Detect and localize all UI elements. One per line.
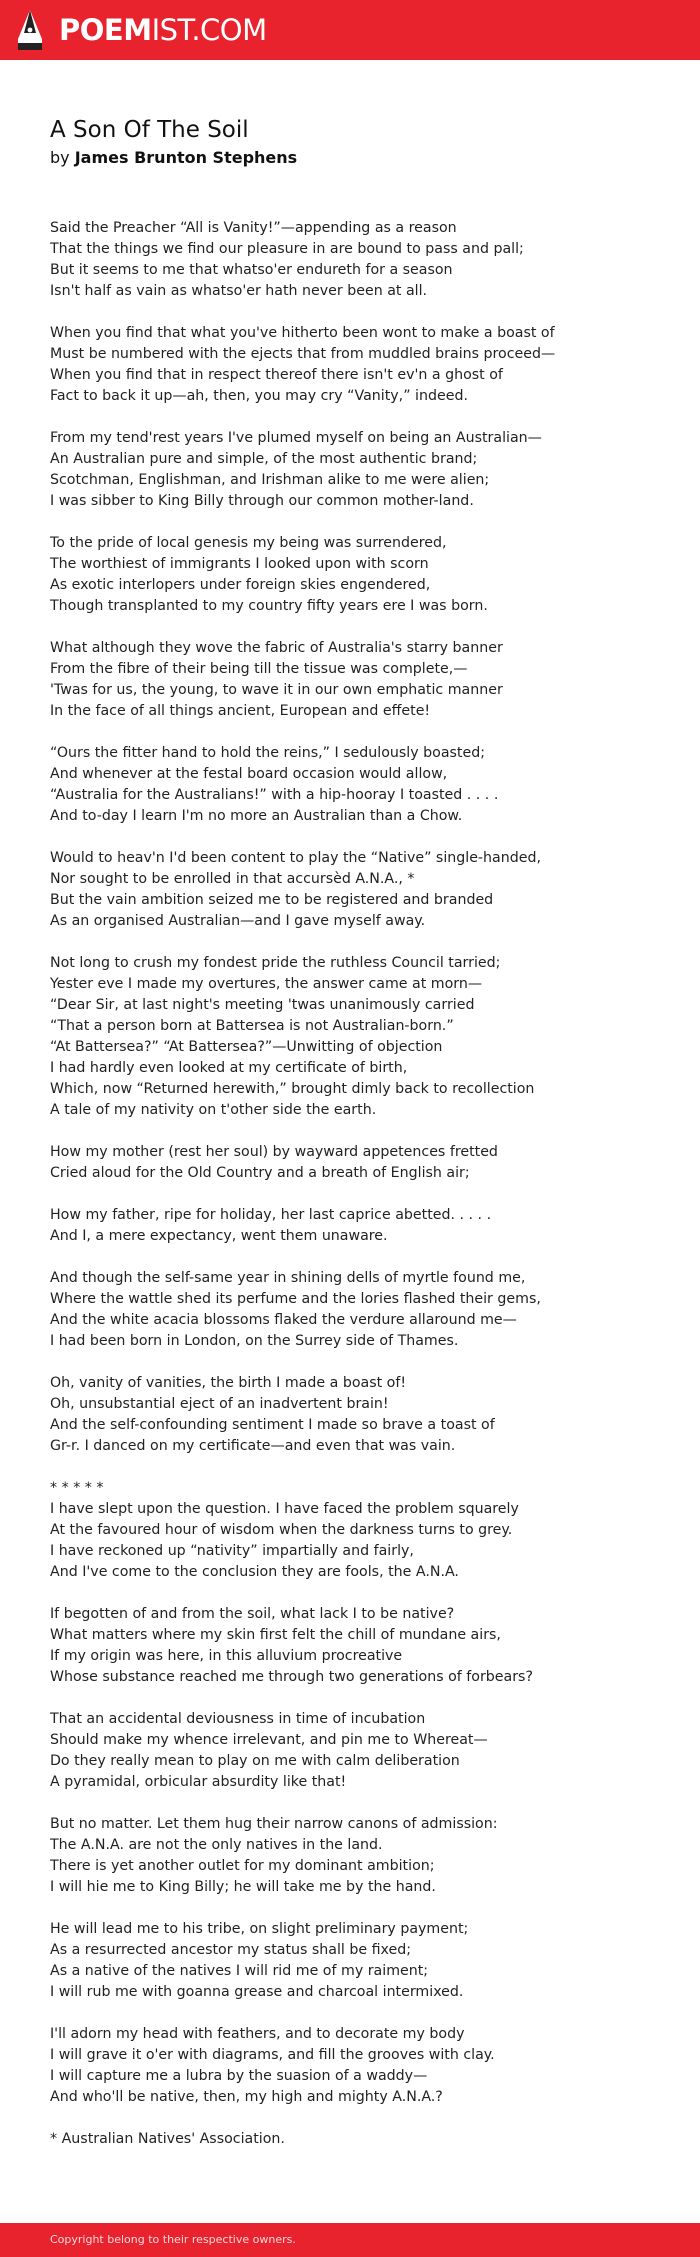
poem-line: As a resurrected ancestor my status shall be fixed; [50, 1942, 412, 1958]
poem-line: Where the wattle shed its perfume and the lories flashed their gems, [50, 1291, 541, 1307]
poem-line: There is yet another outlet for my dominant ambition; [50, 1858, 435, 1874]
poem-line: I had been born in London, on the Surrey side of Thames. [50, 1333, 459, 1349]
author-link[interactable]: James Brunton Stephens [74, 148, 298, 167]
logo-bold-text: POEM [59, 13, 152, 47]
poem-line: And whenever at the festal board occasion would allow, [50, 766, 448, 782]
poem-line: At the favoured hour of wisdom when the darkness turns to grey. [50, 1522, 513, 1538]
stanza [50, 1268, 670, 1352]
poem-line: From my tend'rest years I've plumed myself on being an Australian— [50, 430, 542, 446]
poem-line: * Australian Natives' Association. [50, 2131, 285, 2147]
stanza [50, 1814, 670, 1898]
poem-title: A Son Of The Soil [50, 117, 249, 143]
poem-line: How my father, ripe for holiday, her last caprice abetted. . . . . [50, 1207, 492, 1223]
poem-line: What matters where my skin first felt the chill of mundane airs, [50, 1627, 501, 1643]
stanza [50, 2129, 670, 2150]
poem-line: Would to heav'n I'd been content to play the “Native” single-handed, [50, 850, 541, 866]
poem-line: How my mother (rest her soul) by wayward appetences fretted [50, 1144, 498, 1160]
copyright-notice: Copyright belong to their respective owners. [50, 2233, 296, 2246]
poem-line: I'll adorn my head with feathers, and to decorate my body [50, 2026, 465, 2042]
stanza [50, 1709, 670, 1793]
poem-line: “Ours the fitter hand to hold the reins,” I sedulously boasted; [50, 745, 485, 761]
byline [50, 148, 297, 168]
poem-line: Should make my whence irrelevant, and pin me to Whereat— [50, 1732, 488, 1748]
poem-line: “That a person born at Battersea is not Australian-born.” [50, 1018, 454, 1034]
poem-line: If my origin was here, in this alluvium procreative [50, 1648, 403, 1664]
poem-line: I will grave it o'er with diagrams, and fill the grooves with clay. [50, 2047, 495, 2063]
poem-line: From the fibre of their being till the tissue was complete,— [50, 661, 468, 677]
site-logo[interactable] [59, 13, 267, 47]
poem-line: I had hardly even looked at my certificate of birth, [50, 1060, 408, 1076]
poem-line: Fact to back it up—ah, then, you may cry “Vanity,” indeed. [50, 388, 468, 404]
stanza [50, 953, 670, 1121]
site-header [0, 0, 700, 60]
poem-line: When you find that in respect thereof there isn't ev'n a ghost of [50, 367, 503, 383]
stanza [50, 1373, 670, 1457]
poem-line: I will hie me to King Billy; he will take me by the hand. [50, 1879, 436, 1895]
poem-line: But the vain ambition seized me to be registered and branded [50, 892, 494, 908]
pen-nib-icon[interactable] [15, 9, 45, 51]
stanza [50, 218, 670, 302]
site-footer [0, 2223, 700, 2257]
poem-line: And the self-confounding sentiment I made so brave a toast of [50, 1417, 495, 1433]
poem-line: Must be numbered with the ejects that from muddled brains proceed— [50, 346, 556, 362]
poem-line: As an organised Australian—and I gave myself away. [50, 913, 426, 929]
poem-line: And I've come to the conclusion they are fools, the A.N.A. [50, 1564, 459, 1580]
poem-line: Gr-r. I danced on my certificate—and even that was vain. [50, 1438, 456, 1454]
poem-line: The worthiest of immigrants I looked upon with scorn [50, 556, 429, 572]
stanza [50, 533, 670, 617]
poem-line: 'Twas for us, the young, to wave it in our own emphatic manner [50, 682, 503, 698]
stanza [50, 2024, 670, 2108]
poem-line: But no matter. Let them hug their narrow canons of admission: [50, 1816, 498, 1832]
poem-line: But it seems to me that whatso'er endureth for a season [50, 262, 453, 278]
poem-line: What although they wove the fabric of Australia's starry banner [50, 640, 503, 656]
poem-line: I have reckoned up “nativity” impartially and fairly, [50, 1543, 414, 1559]
by-label: by [50, 148, 70, 167]
poem-line: I will capture me a lubra by the suasion of a waddy— [50, 2068, 428, 2084]
poem-line: Scotchman, Englishman, and Irishman alike to me were alien; [50, 472, 490, 488]
poem-line: As a native of the natives I will rid me of my raiment; [50, 1963, 429, 1979]
poem-line: And though the self-same year in shining dells of myrtle found me, [50, 1270, 526, 1286]
stanza [50, 638, 670, 722]
poem-line: Said the Preacher “All is Vanity!”—appending as a reason [50, 220, 457, 236]
poem-line: “Australia for the Australians!” with a hip-hooray I toasted . . . . [50, 787, 499, 803]
poem-body [50, 218, 670, 2171]
poem-line: I will rub me with goanna grease and charcoal intermixed. [50, 1984, 464, 2000]
poem-line: The A.N.A. are not the only natives in the land. [50, 1837, 383, 1853]
poem-line: In the face of all things ancient, European and effete! [50, 703, 431, 719]
stanza [50, 848, 670, 932]
poem-line: * * * * * [50, 1480, 104, 1496]
poem-line: And who'll be native, then, my high and mighty A.N.A.? [50, 2089, 443, 2105]
poem-line: A pyramidal, orbicular absurdity like that! [50, 1774, 347, 1790]
poem-line: Though transplanted to my country fifty years ere I was born. [50, 598, 488, 614]
poem-line: A tale of my nativity on t'other side the earth. [50, 1102, 377, 1118]
poem-line: Nor sought to be enrolled in that accursèd A.N.A., * [50, 871, 415, 887]
poem-line: When you find that what you've hitherto been wont to make a boast of [50, 325, 555, 341]
poem-line: I have slept upon the question. I have faced the problem squarely [50, 1501, 519, 1517]
poem-line: If begotten of and from the soil, what lack I to be native? [50, 1606, 455, 1622]
poem-line: Oh, unsubstantial eject of an inadvertent brain! [50, 1396, 389, 1412]
poem-line: And I, a mere expectancy, went them unaware. [50, 1228, 388, 1244]
poem-line: “Dear Sir, at last night's meeting 'twas unanimously carried [50, 997, 475, 1013]
stanza [50, 743, 670, 827]
poem-line: Cried aloud for the Old Country and a breath of English air; [50, 1165, 470, 1181]
poem-line: Isn't half as vain as whatso'er hath never been at all. [50, 283, 428, 299]
stanza [50, 1604, 670, 1688]
poem-line: Which, now “Returned herewith,” brought dimly back to recollection [50, 1081, 535, 1097]
poem-line: Yester eve I made my overtures, the answer came at morn— [50, 976, 483, 992]
poem-line: And to-day I learn I'm no more an Australian than a Chow. [50, 808, 463, 824]
poem-line: That an accidental deviousness in time of incubation [50, 1711, 426, 1727]
stanza [50, 1142, 670, 1184]
poem-line: To the pride of local genesis my being was surrendered, [50, 535, 447, 551]
poem-line: An Australian pure and simple, of the most authentic brand; [50, 451, 478, 467]
poem-line: And the white acacia blossoms flaked the verdure allaround me— [50, 1312, 517, 1328]
stanza [50, 428, 670, 512]
poem-line: That the things we find our pleasure in are bound to pass and pall; [50, 241, 524, 257]
stanza [50, 323, 670, 407]
poem-line: I was sibber to King Billy through our common mother-land. [50, 493, 474, 509]
poem-line: Do they really mean to play on me with calm deliberation [50, 1753, 460, 1769]
poem-line: As exotic interlopers under foreign skies engendered, [50, 577, 431, 593]
poem-line: “At Battersea?” “At Battersea?”—Unwitting of objection [50, 1039, 443, 1055]
stanza [50, 1919, 670, 2003]
poem-line: Whose substance reached me through two generations of forbears? [50, 1669, 533, 1685]
logo-light-text: IST.COM [151, 13, 267, 47]
stanza [50, 1478, 670, 1583]
poem-line: He will lead me to his tribe, on slight preliminary payment; [50, 1921, 469, 1937]
poem-line: Oh, vanity of vanities, the birth I made a boast of! [50, 1375, 407, 1391]
poem-line: Not long to crush my fondest pride the ruthless Council tarried; [50, 955, 501, 971]
stanza [50, 1205, 670, 1247]
